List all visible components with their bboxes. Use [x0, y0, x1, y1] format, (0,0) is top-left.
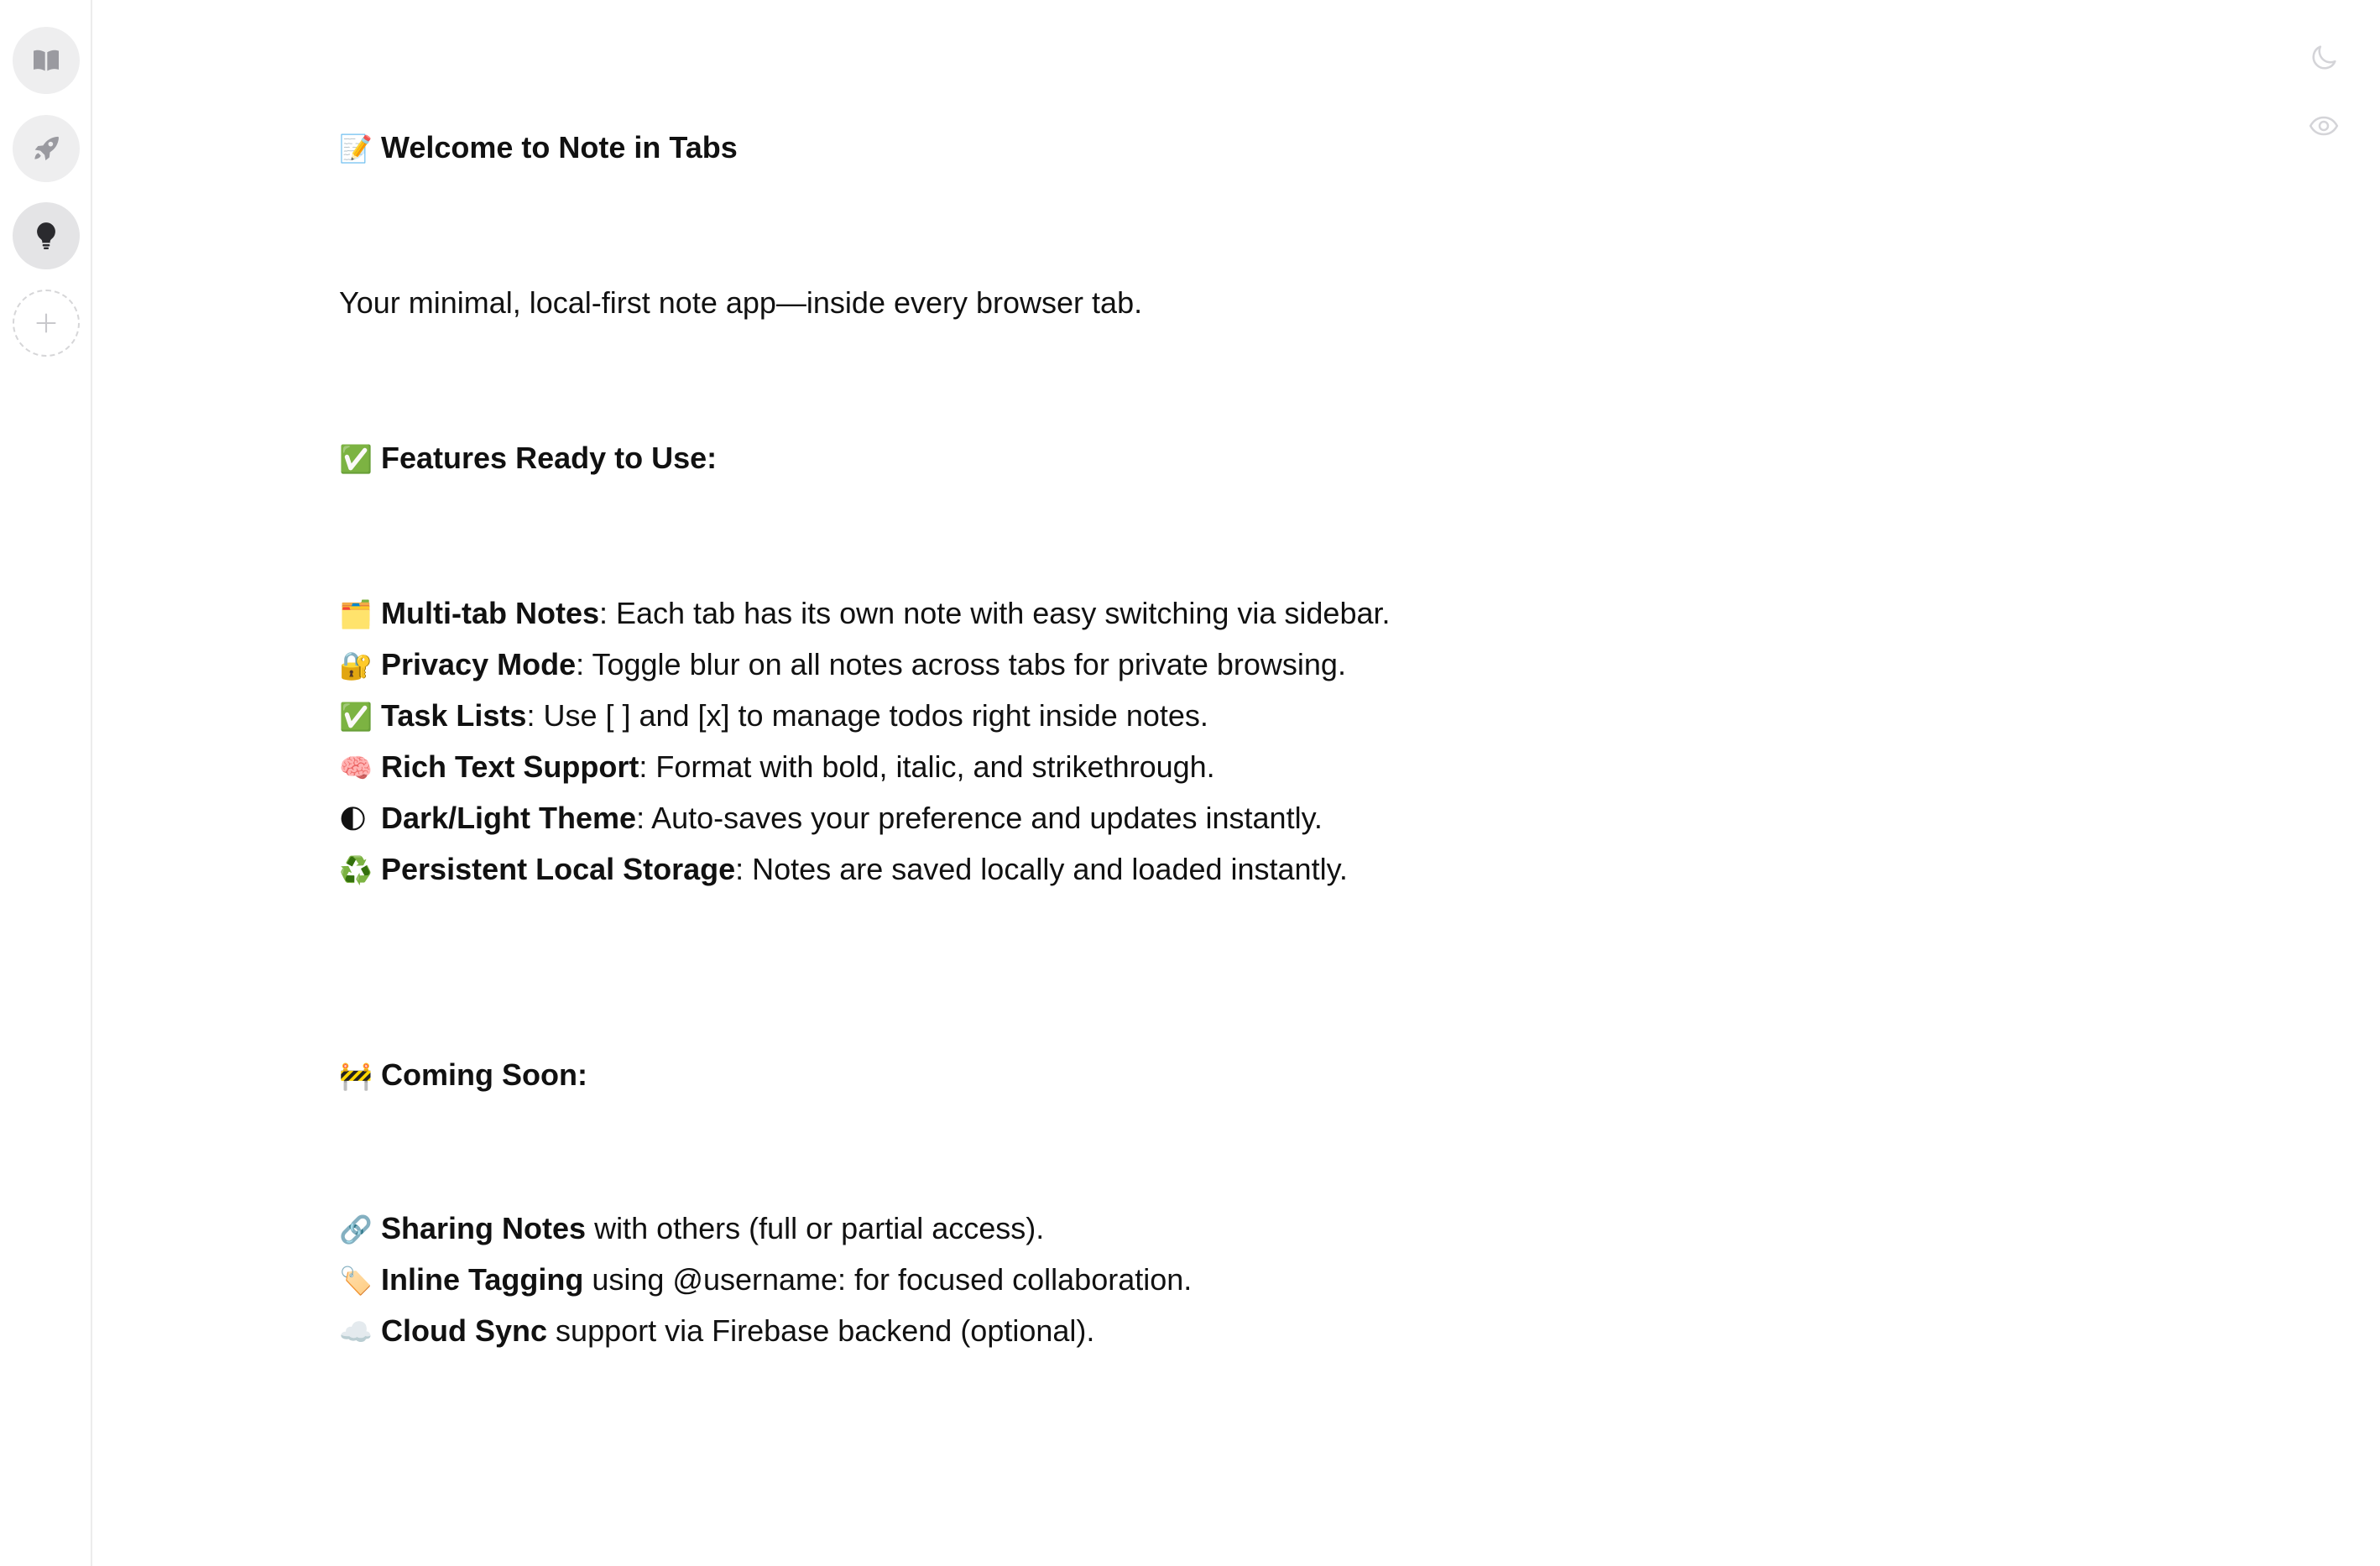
sidebar-tab-1[interactable]	[13, 27, 80, 94]
coming-item-tagging	[339, 1254, 1192, 1305]
feature-item-storage	[339, 843, 1348, 895]
coming-description: using @username: for focused collaboration.	[583, 1262, 1193, 1297]
feature-item-multi-tab	[339, 587, 1391, 639]
feature-description: : Use [ ] and [x] to manage todos right inside notes.	[526, 698, 1208, 733]
moon-icon	[2307, 41, 2341, 75]
brain-icon: 🧠	[339, 752, 373, 784]
link-icon: 🔗	[339, 1214, 373, 1245]
feature-title: Task Lists	[381, 698, 527, 733]
check-mark-icon: ✅	[339, 701, 373, 733]
construction-icon: 🚧	[339, 1060, 373, 1092]
feature-description: : Notes are saved locally and loaded instantly.	[735, 852, 1348, 886]
memo-icon: 📝	[339, 133, 373, 164]
rocket-icon	[29, 132, 63, 165]
feature-item-task-lists	[339, 690, 1208, 741]
sidebar-tab-2[interactable]	[13, 115, 80, 182]
note-editor[interactable]	[339, 0, 2269, 1566]
feature-title: Dark/Light Theme	[381, 801, 637, 835]
feature-description: : Each tab has its own note with easy switching via sidebar.	[599, 596, 1391, 630]
check-mark-icon: ✅	[339, 443, 373, 475]
lock-with-key-icon: 🔐	[339, 650, 373, 681]
coming-title: Inline Tagging	[381, 1262, 584, 1297]
feature-item-theme	[339, 792, 1323, 843]
label-tag-icon: 🏷️	[339, 1265, 373, 1297]
feature-description: : Toggle blur on all notes across tabs for private browsing.	[576, 647, 1346, 681]
coming-description: support via Firebase backend (optional).	[547, 1313, 1095, 1348]
add-tab-button[interactable]	[13, 290, 80, 357]
feature-title: Multi-tab Notes	[381, 596, 599, 630]
coming-description: with others (full or partial access).	[586, 1211, 1045, 1245]
feature-title: Persistent Local Storage	[381, 852, 736, 886]
recycle-icon: ♻️	[339, 854, 373, 886]
card-index-dividers-icon: 🗂️	[339, 598, 373, 630]
theme-toggle-button[interactable]	[2304, 38, 2344, 78]
coming-soon-heading	[339, 1049, 587, 1100]
eye-icon	[2307, 109, 2341, 143]
feature-item-rich-text	[339, 741, 1215, 792]
coming-soon-heading-text: Coming Soon:	[381, 1057, 587, 1092]
privacy-toggle-button[interactable]	[2304, 106, 2344, 146]
feature-description: : Format with bold, italic, and strikethrough.	[639, 749, 1215, 784]
half-moon-icon: 🌓	[339, 803, 368, 835]
feature-title: Privacy Mode	[381, 647, 577, 681]
sidebar-tab-3[interactable]	[13, 202, 80, 269]
coming-title: Cloud Sync	[381, 1313, 548, 1348]
cloud-icon: ☁️	[339, 1316, 373, 1348]
note-title	[339, 122, 738, 173]
features-heading-text: Features Ready to Use:	[381, 441, 718, 475]
feature-description: : Auto-saves your preference and updates instantly.	[636, 801, 1323, 835]
feature-title: Rich Text Support	[381, 749, 639, 784]
book-icon	[29, 44, 63, 77]
features-heading	[339, 432, 717, 483]
coming-item-sharing	[339, 1203, 1044, 1254]
plus-icon	[31, 308, 61, 338]
note-title-text: Welcome to Note in Tabs	[381, 130, 738, 164]
lightbulb-icon	[29, 219, 63, 253]
coming-title: Sharing Notes	[381, 1211, 587, 1245]
coming-item-cloud-sync	[339, 1305, 1094, 1356]
feature-item-privacy	[339, 639, 1346, 690]
sidebar	[0, 0, 92, 1566]
note-intro: Your minimal, local-first note app—inside every browser tab.	[339, 285, 1143, 320]
